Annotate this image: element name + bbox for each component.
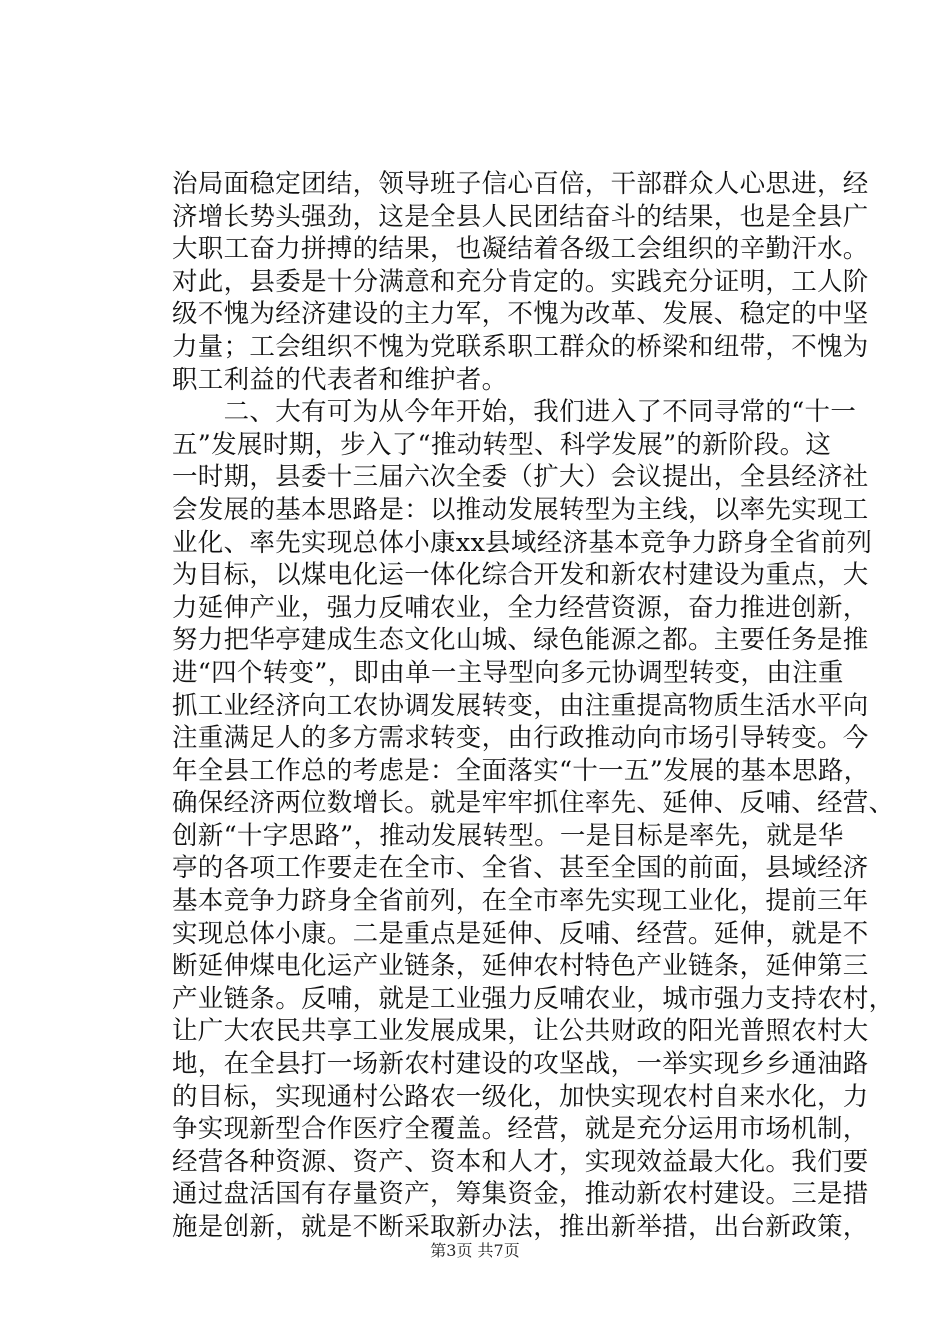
text-line: 年全县工作总的考虑是：全面落实“十一五”发展的基本思路， bbox=[172, 755, 870, 786]
text-line: 亭的各项工作要走在全市、全省、甚至全国的前面，县域经济 bbox=[172, 853, 869, 884]
text-line: 努力把华亭建成生态文化山城、绿色能源之都。主要任务是推 bbox=[172, 625, 869, 656]
text-line: 产业链条。反哺，就是工业强力反哺农业，城市强力支持农村， bbox=[172, 983, 895, 1014]
text-line: 通过盘活国有存量资产，筹集资金，推动新农村建设。三是措 bbox=[172, 1179, 869, 1210]
text-line: 五”发展时期，步入了“推动转型、科学发展”的新阶段。这 bbox=[172, 429, 832, 460]
text-line: 抓工业经济向工农协调发展转变，由注重提高物质生活水平向 bbox=[172, 690, 869, 721]
body-text bbox=[172, 168, 895, 1244]
text-line: 业化、率先实现总体小康xx县域经济基本竞争力跻身全省前列 bbox=[172, 527, 873, 558]
text-line: 二、大有可为从今年开始，我们进入了不同寻常的“十一 bbox=[172, 397, 857, 428]
text-line: 让广大农民共享工业发展成果，让公共财政的阳光普照农村大 bbox=[172, 1016, 869, 1047]
text-line: 力延伸产业，强力反哺农业，全力经营资源，奋力推进创新， bbox=[172, 592, 869, 623]
text-line: 进“四个转变”，即由单一主导型向多元协调型转变，由注重 bbox=[172, 657, 844, 688]
text-line: 为目标，以煤电化运一体化综合开发和新农村建设为重点，大 bbox=[172, 560, 869, 591]
text-line: 济增长势头强劲，这是全县人民团结奋斗的结果，也是全县广 bbox=[172, 201, 869, 232]
text-line: 实现总体小康。二是重点是延伸、反哺、经营。延伸，就是不 bbox=[172, 918, 869, 949]
text-line: 创新“十字思路”，推动发展转型。一是目标是率先，就是华 bbox=[172, 820, 844, 851]
text-line: 会发展的基本思路是：以推动发展转型为主线，以率先实现工 bbox=[172, 494, 869, 525]
text-line: 基本竞争力跻身全省前列，在全市率先实现工业化，提前三年 bbox=[172, 886, 869, 917]
text-line: 确保经济两位数增长。就是牢牢抓住率先、延伸、反哺、经营、 bbox=[172, 788, 895, 819]
text-line: 大职工奋力拼搏的结果，也凝结着各级工会组织的辛勤汗水。 bbox=[172, 234, 869, 265]
text-line: 注重满足人的多方需求转变，由行政推动向市场引导转变。今 bbox=[172, 723, 869, 754]
text-line: 争实现新型合作医疗全覆盖。经营，就是充分运用市场机制， bbox=[172, 1114, 869, 1145]
text-line: 治局面稳定团结，领导班子信心百倍，干部群众人心思进，经 bbox=[172, 169, 869, 199]
text-line: 级不愧为经济建设的主力军，不愧为改革、发展、稳定的中坚 bbox=[172, 299, 869, 330]
text-line: 施是创新，就是不断采取新办法，推出新举措，出台新政策， bbox=[172, 1212, 869, 1242]
page-number-footer: 第3页 共7页 bbox=[430, 1241, 520, 1260]
text-line: 一时期，县委十三届六次全委（扩大）会议提出，全县经济社 bbox=[172, 462, 869, 493]
text-line: 力量；工会组织不愧为党联系职工群众的桥梁和纽带，不愧为 bbox=[172, 331, 869, 362]
text-line: 经营各种资源、资产、资本和人才，实现效益最大化。我们要 bbox=[172, 1146, 869, 1177]
text-line: 职工利益的代表者和维护者。 bbox=[172, 364, 508, 395]
text-line: 断延伸煤电化运产业链条，延伸农村特色产业链条，延伸第三 bbox=[172, 951, 869, 982]
text-line: 的目标，实现通村公路农一级化，加快实现农村自来水化，力 bbox=[172, 1081, 869, 1112]
text-line: 对此，县委是十分满意和充分肯定的。实践充分证明，工人阶 bbox=[172, 266, 869, 297]
text-line: 地，在全县打一场新农村建设的攻坚战，一举实现乡乡通油路 bbox=[172, 1049, 869, 1080]
